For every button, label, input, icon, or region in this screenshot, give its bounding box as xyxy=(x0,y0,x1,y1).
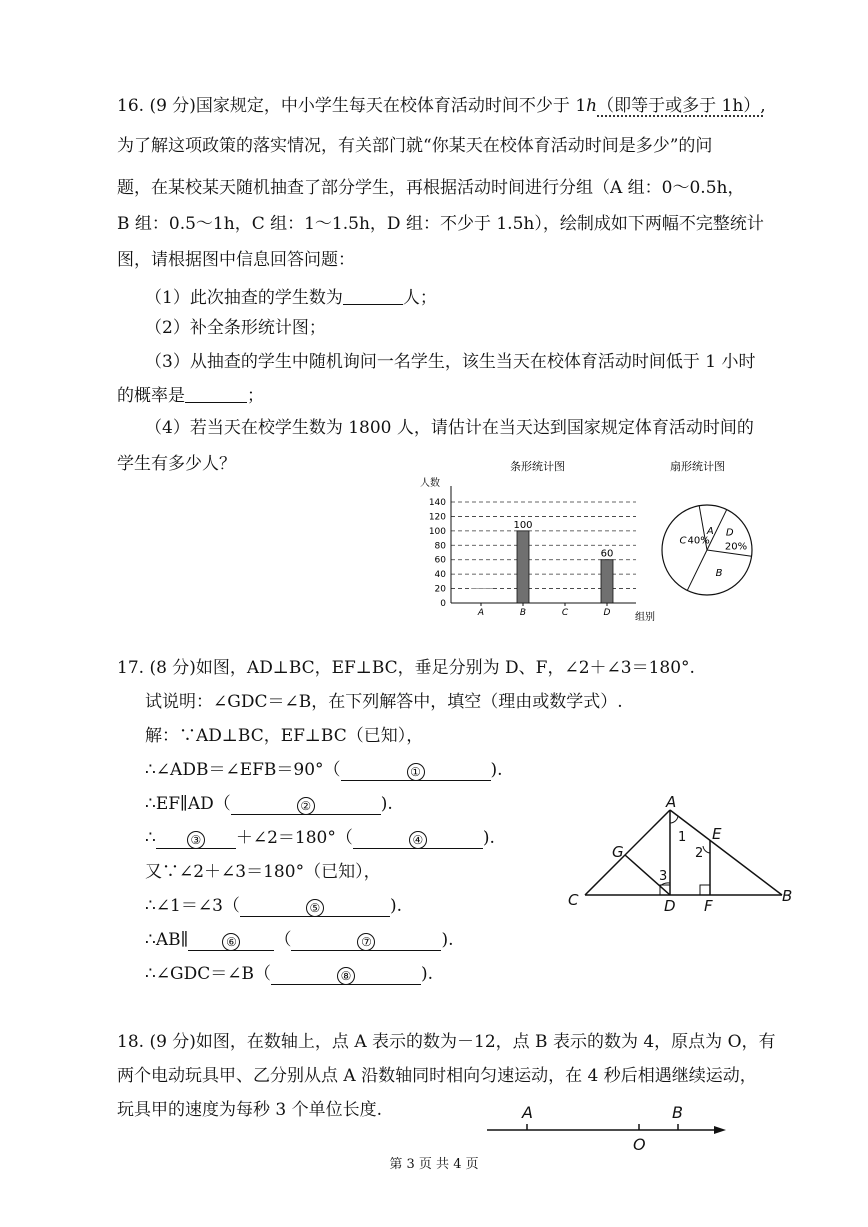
q16-line-4: B 组：0.5～1h，C 组：1～1.5h，D 组：不少于 1.5h），绘制成如下两幅不完整统计 xyxy=(117,214,764,234)
axis-label-a: A xyxy=(522,1103,533,1122)
pie-slice-label-d: D xyxy=(725,527,734,539)
y-tick-label: 100 xyxy=(428,526,446,537)
answer-blank[interactable]: ⑥ xyxy=(188,932,274,951)
answer-blank[interactable]: ② xyxy=(231,796,381,815)
pie-slice-label-a: A xyxy=(706,525,714,537)
pie-chart-title: 扇形统计图 xyxy=(670,460,725,473)
q17-line-8: ∴∠1＝∠3（ ⑤ ). xyxy=(145,896,402,916)
bar-chart-ylabel: 人数 xyxy=(420,478,440,489)
x-tick-label: D xyxy=(603,608,611,618)
bar-chart xyxy=(415,458,660,623)
angle-arc-1 xyxy=(670,816,678,823)
segment-ca xyxy=(585,810,670,895)
answer-blank[interactable]: ④ xyxy=(353,830,483,849)
answer-blank[interactable]: ③ xyxy=(156,830,236,849)
q16-emphasis-note: （即等于或多于 1h）, xyxy=(597,96,766,116)
answer-blank[interactable] xyxy=(343,286,403,305)
pie-slice-label-b: B xyxy=(715,567,723,579)
q16-part-3a: （3）从抽查的学生中随机询问一名学生，该生当天在校体育活动时间低于 1 小时 xyxy=(145,352,756,372)
q18-line-1: 18. (9 分)如图，在数轴上，点 A 表示的数为－12，点 B 表示的数为 4，原点为 O，有 xyxy=(117,1032,776,1052)
q16-part-1: （1）此次抽查的学生数为 人； xyxy=(145,288,437,308)
q16-line-5: 图，请根据图中信息回答问题： xyxy=(117,250,355,270)
bar-chart-title: 条形统计图 xyxy=(510,460,565,473)
q17-line-7: 又∵∠2＋∠3＝180°（已知）， xyxy=(145,862,381,882)
fig-label-d: D xyxy=(664,897,676,915)
q16-line-3: 题，在某校某天随机抽查了部分学生，再根据活动时间进行分组（A 组：0～0.5h， xyxy=(117,178,745,198)
pie-slice-label-c: C xyxy=(679,535,687,547)
bar-b xyxy=(517,531,529,603)
q17-line-6: ∴ ③ ＋∠2＝180°（ ④ ). xyxy=(145,828,495,848)
bar-chart-xlabel: 组别 xyxy=(635,612,655,623)
y-tick-label: 0 xyxy=(440,599,446,609)
pie-slice-percent: 40% xyxy=(687,535,710,547)
axis-label-b: B xyxy=(672,1103,683,1122)
q17-line-5: ∴EF∥AD（ ② ). xyxy=(145,794,393,814)
fig-label-a: A xyxy=(666,795,677,811)
fig-label-c: C xyxy=(568,891,579,909)
y-tick-label: 140 xyxy=(428,498,446,508)
q18-line-2: 两个电动玩具甲、乙分别从点 A 沿数轴同时相向匀速运动，在 4 秒后相遇继续运动， xyxy=(117,1066,757,1086)
q16-line-1: 16. (9 分)国家规定，中小学生每天在校体育活动时间不少于 1h（即等于或多于 1h）, xyxy=(117,96,766,116)
q18-line-3: 玩具甲的速度为每秒 3 个单位长度. xyxy=(117,1100,383,1120)
fig-label-e: E xyxy=(712,825,722,843)
number-line xyxy=(482,1100,732,1156)
q17-line-9: ∴AB∥ ⑥ （ ⑦ ). xyxy=(145,930,454,950)
fig-label-f: F xyxy=(704,897,713,915)
y-tick-label: 20 xyxy=(434,584,446,595)
axis-label-o: O xyxy=(633,1135,646,1154)
arrow-icon xyxy=(714,1126,726,1134)
x-tick-label: B xyxy=(519,608,527,618)
y-tick-label: 60 xyxy=(434,555,446,566)
q17-line-10: ∴∠GDC＝∠B（ ⑧ ). xyxy=(145,964,434,984)
pie-chart xyxy=(655,458,765,608)
bar-d xyxy=(601,560,613,603)
x-tick-label: A xyxy=(477,608,485,618)
angle-arc-2 xyxy=(703,846,710,853)
x-tick-label: C xyxy=(561,608,569,618)
fig-label-2: 2 xyxy=(695,846,704,861)
q16-part-4b: 学生有多少人？ xyxy=(117,454,236,474)
bar-data-label: 60 xyxy=(600,548,614,560)
fig-label-g: G xyxy=(612,843,624,861)
right-angle-f xyxy=(700,885,710,895)
segment-ab xyxy=(670,810,782,895)
q16-line-2: 为了解这项政策的落实情况，有关部门就“你某天在校体育活动时间是多少”的问 xyxy=(117,136,713,156)
y-tick-label: 80 xyxy=(434,541,446,552)
q16-part-4a: （4）若当天在校学生数为 1800 人，请估计在当天达到国家规定体育活动时间的 xyxy=(145,418,754,438)
q17-line-4: ∴∠ADB＝∠EFB＝90°（ ① ). xyxy=(145,760,503,780)
q16-part-3b: 的概率是 ； xyxy=(117,386,264,406)
q17-line-3: 解：∵AD⊥BC，EF⊥BC（已知）， xyxy=(145,726,424,746)
q17-line-1: 17. (8 分)如图，AD⊥BC，EF⊥BC，垂足分别为 D、F，∠2＋∠3＝180°. xyxy=(117,658,695,678)
fig-label-3: 3 xyxy=(659,869,668,884)
answer-blank[interactable]: ⑤ xyxy=(240,898,390,917)
answer-blank[interactable] xyxy=(185,384,247,403)
geometry-figure xyxy=(560,795,800,915)
answer-blank[interactable]: ⑧ xyxy=(271,966,421,985)
q17-line-2: 试说明：∠GDC＝∠B，在下列解答中，填空（理由或数学式）. xyxy=(145,692,623,712)
page-footer: 第 3 页 共 4 页 xyxy=(389,1157,479,1172)
y-tick-label: 40 xyxy=(434,570,446,581)
fig-label-1: 1 xyxy=(678,830,687,845)
answer-blank[interactable]: ⑦ xyxy=(291,932,441,951)
fig-label-b: B xyxy=(782,887,793,905)
y-tick-label: 120 xyxy=(428,512,446,523)
answer-blank[interactable]: ① xyxy=(341,762,491,781)
bar-data-label: 100 xyxy=(513,519,533,531)
q16-part-2: （2）补全条形统计图； xyxy=(145,318,326,338)
pie-slice-percent: 20% xyxy=(724,541,748,553)
